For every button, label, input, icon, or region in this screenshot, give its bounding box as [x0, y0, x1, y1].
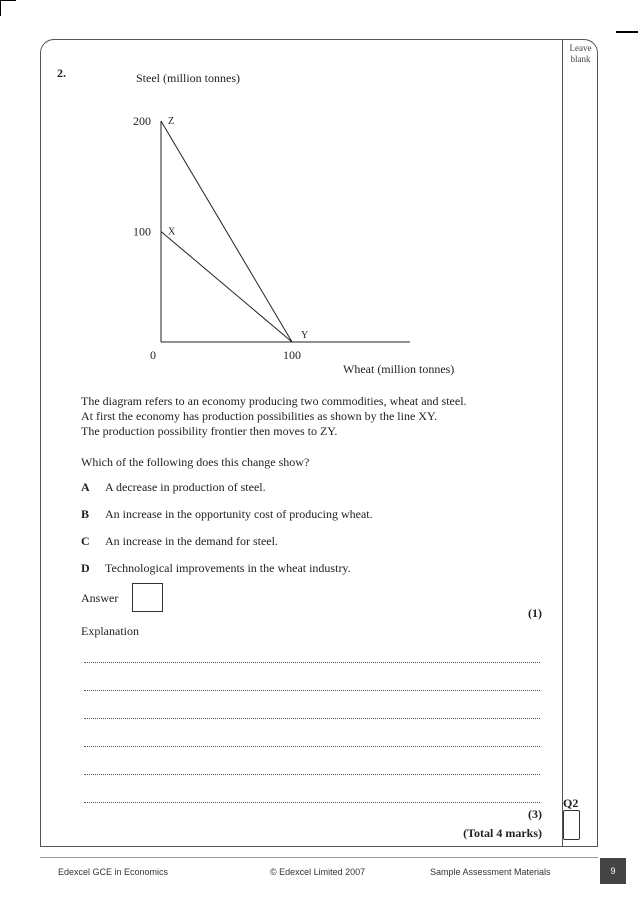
point-label-x: X [168, 226, 176, 238]
answer-line[interactable] [84, 802, 540, 803]
answer-line[interactable] [84, 662, 540, 663]
option-letter: D [81, 561, 90, 575]
ppf-line-zy [161, 121, 292, 342]
intro-paragraph [81, 394, 467, 439]
explanation-marks: (3) [528, 807, 542, 821]
intro-line: At first the economy has production possibilities as shown by the line XY. [81, 409, 438, 423]
question-number: 2. [57, 66, 66, 80]
y-tick-label: 100 [133, 224, 151, 239]
page-footer [40, 857, 616, 884]
option-text: An increase in the opportunity cost of producing wheat. [105, 507, 373, 521]
ppf-line-xy [161, 232, 292, 343]
option-d [81, 561, 351, 576]
answer-line[interactable] [84, 774, 540, 775]
examiner-mark-box [563, 810, 580, 840]
footer-center: © Edexcel Limited 2007 [270, 867, 366, 877]
y-tick-label: 200 [133, 114, 151, 128]
page-number: 9 [600, 858, 626, 884]
intro-line: The diagram refers to an economy producing two commodities, wheat and steel. [81, 394, 467, 408]
crop-mark [616, 31, 638, 33]
answer-line[interactable] [84, 746, 540, 747]
answer-label: Answer [81, 591, 119, 605]
answer-box[interactable] [132, 583, 163, 612]
origin-label: 0 [150, 348, 156, 362]
option-text: An increase in the demand for steel. [105, 534, 278, 548]
crop-mark [0, 0, 1, 16]
answer-marks: (1) [528, 606, 542, 620]
footer-left: Edexcel GCE in Economics [58, 867, 169, 877]
option-text: Technological improvements in the wheat industry. [105, 561, 351, 575]
y-axis-title: Steel (million tonnes) [136, 71, 240, 85]
leave-blank-label: Leave blank [569, 43, 592, 64]
total-marks: (Total 4 marks) [463, 826, 542, 840]
answer-line[interactable] [84, 718, 540, 719]
answer-line[interactable] [84, 690, 540, 691]
option-letter: A [81, 480, 90, 494]
x-axis-title: Wheat (million tonnes) [343, 362, 455, 376]
explanation-label: Explanation [81, 624, 139, 638]
ppf-chart [100, 66, 470, 381]
point-label-y: Y [301, 330, 309, 341]
point-label-z: Z [168, 116, 175, 127]
option-a [81, 480, 266, 495]
option-text: A decrease in production of steel. [105, 480, 266, 494]
footer-right: Sample Assessment Materials [430, 867, 551, 877]
question-prompt: Which of the following does this change show? [81, 455, 310, 469]
crop-mark [0, 0, 16, 1]
option-letter: C [81, 534, 90, 548]
margin-question-label: Q2 [563, 796, 579, 810]
intro-line: The production possibility frontier then moves to ZY. [81, 424, 338, 438]
margin-column-divider [562, 39, 563, 847]
option-c [81, 534, 278, 549]
option-b [81, 507, 373, 522]
option-letter: B [81, 507, 90, 521]
x-tick-label: 100 [283, 348, 302, 362]
